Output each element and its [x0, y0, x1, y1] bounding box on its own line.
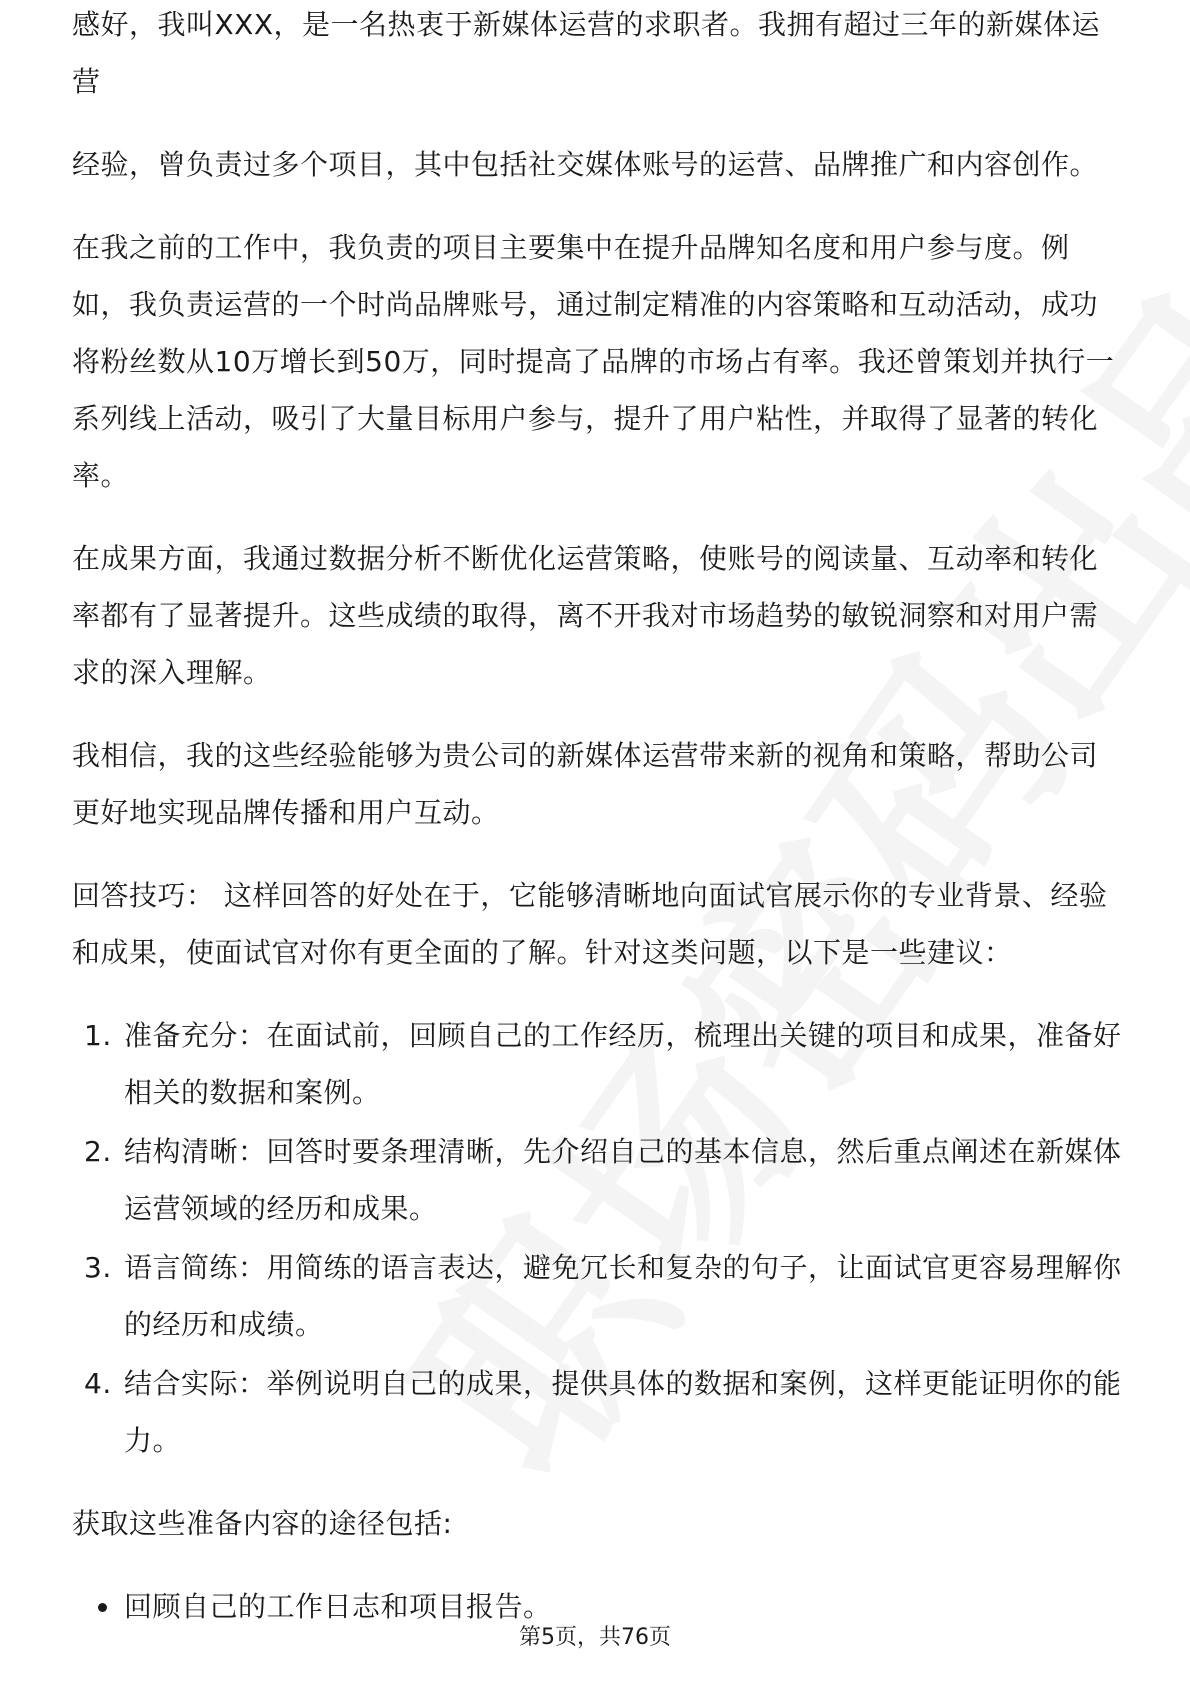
page-footer: 第5页，共76页: [519, 1625, 671, 1650]
paragraph-results: 在成果方面，我通过数据分析不断优化运营策略，使账号的阅读量、互动率和转化率都有了显著提升。这些成绩的取得，离不开我对市场趋势的敏锐洞察和对用户需求的深入理解。: [72, 542, 1099, 689]
document-body: [72, 8, 1122, 1635]
tips-list-item: [72, 1007, 1122, 1121]
tips-list: [72, 1007, 1122, 1469]
tips-list-item: [72, 1355, 1122, 1469]
list-item-text: 结构清晰：回答时要条理清晰，先介绍自己的基本信息，然后重点阐述在新媒体运营领域的经历和成果。: [124, 1135, 1122, 1225]
paragraph-cut-top: 感好，我叫XXX，是一名热衷于新媒体运营的求职者。我拥有超过三年的新媒体运营: [72, 8, 1101, 98]
list-item-text: 回顾自己的工作日志和项目报告。: [124, 1590, 552, 1623]
sources-heading: 获取这些准备内容的途径包括:: [72, 1507, 453, 1540]
tips-list-item: [72, 1123, 1122, 1237]
list-number: 3.: [84, 1251, 112, 1284]
paragraph-experience: 经验，曾负责过多个项目，其中包括社交媒体账号的运营、品牌推广和内容创作。: [72, 148, 1099, 181]
list-item-text: 准备充分：在面试前，回顾自己的工作经历，梳理出关键的项目和成果，准备好相关的数据和案例。: [124, 1019, 1122, 1109]
paragraph-belief: 我相信，我的这些经验能够为贵公司的新媒体运营带来新的视角和策略，帮助公司更好地实现品牌传播和用户互动。: [72, 739, 1099, 829]
list-number: 2.: [84, 1135, 112, 1168]
tips-list-item: [72, 1239, 1122, 1353]
list-number: 4.: [84, 1367, 112, 1400]
list-item-text: 结合实际：举例说明自己的成果，提供具体的数据和案例，这样更能证明你的能力。: [124, 1367, 1122, 1457]
bullet-icon: [98, 1603, 107, 1612]
paragraph-projects: 在我之前的工作中，我负责的项目主要集中在提升品牌知名度和用户参与度。例如，我负责运营的一个时尚品牌账号，通过制定精准的内容策略和互动活动，成功将粉丝数从10万增长到50万，同时提高了品牌的市场占有率。我还曾策划并执行一系列线上活动，吸引了大量目标用户参与，提升了用户粘性，并取得了显著的转化率。: [72, 231, 1115, 492]
paragraph-answer-tips: 回答技巧： 这样回答的好处在于，它能够清晰地向面试官展示你的专业背景、经验和成果，使面试官对你有更全面的了解。针对这类问题，以下是一些建议：: [72, 879, 1108, 969]
list-item-text: 语言简练：用简练的语言表达，避免冗长和复杂的句子，让面试官更容易理解你的经历和成绩。: [124, 1251, 1122, 1341]
list-number: 1.: [84, 1019, 112, 1052]
